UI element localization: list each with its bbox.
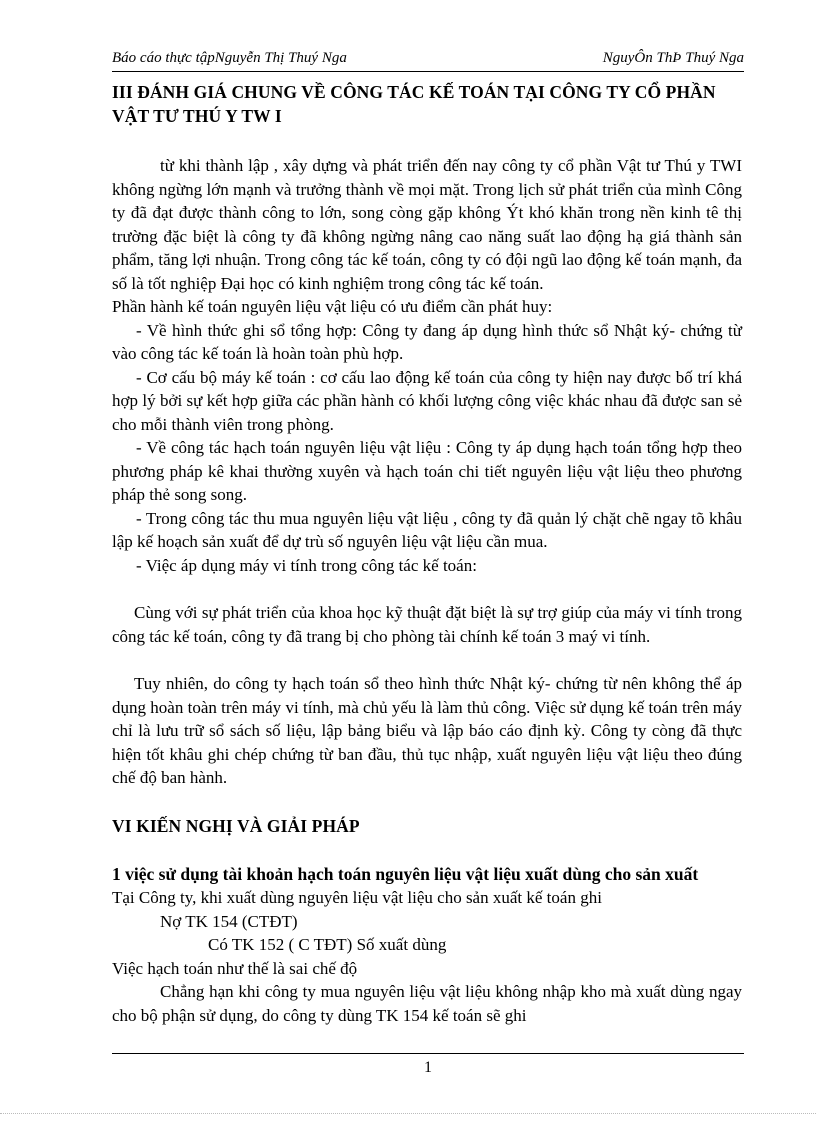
- credit-entry: Có TK 152 ( C TĐT) Số xuất dùng: [208, 935, 447, 954]
- footer-rule: [112, 1053, 744, 1054]
- entry-intro-line: Tại Công ty, khi xuất dùng nguyên liệu vật liệu cho sản xuất kế toán ghi: [112, 888, 602, 907]
- header-left: Báo cáo thực tậpNguyễn Thị Thuý Nga: [112, 50, 347, 66]
- advantages-lead: Phần hành kế toán nguyên liệu vật liệu có ưu điểm cần phát huy:: [112, 297, 553, 316]
- section-6-heading: VI KIẾN NGHỊ VÀ GIẢI PHÁP: [112, 815, 360, 836]
- example-paragraph: Chẳng hạn khi công ty mua nguyên liệu vật liệu không nhập kho mà xuất dùng ngay cho bộ phận sử dụng, do công ty dùng TK 154 kế toán sẽ ghi: [112, 982, 742, 1025]
- bullet-computer: - Việc áp dụng máy vi tính trong công tác kế toán:: [136, 555, 477, 575]
- however-paragraph: Tuy nhiên, do công ty hạch toán sổ theo hình thức Nhật ký- chứng từ nên không thể áp dụng hoàn toàn trên máy vi tính, mà chủ yếu là làm thủ công. Việc sử dụng kế toán trên máy chỉ là lưu trữ sổ sách số liệu, lập bảng biểu và lập báo cáo định kỳ. Công ty còng đã thực hiện tốt khâu ghi chép chứng từ ban đầu, thủ tục nhập, xuất nguyên liệu vật liệu theo đúng chế độ ban hành.: [112, 674, 742, 787]
- section-3-heading: III ĐÁNH GIÁ CHUNG VỀ CÔNG TÁC KẾ TOÁN TẠI CÔNG TY CỔ PHẦN VẬT TƯ THÚ Y TW I: [112, 82, 716, 126]
- intro-paragraph: từ khi thành lập , xây dựng và phát triển đến nay công ty cổ phần Vật tư Thú y TWI không ngừng lớn mạnh và trưởng thành về mọi mặt. Trong lịch sử phát triển của mình Công ty đã đạt được thành công to lớn, song còng gặp không Ýt khó khăn trong nền kinh tê thị trường đặc biệt là công ty đã không ngừng nâng cao năng suất lao động hạ giá thành sản phẩm, tăng lợi nhuận. Trong công tác kế toán, công ty có đội ngũ lao động kế toán mạnh, đa số là tốt nghiệp Đại học có kinh nghiệm trong công tác kế toán.: [112, 156, 742, 293]
- bullet-accounting: - Về công tác hạch toán nguyên liệu vật liệu : Công ty áp dụng hạch toán tổng hợp theo phương pháp kê khai thường xuyên và hạch toán chi tiết nguyên liệu vật liệu theo phương pháp thẻ song song.: [112, 438, 742, 504]
- subsection-1-heading: 1 việc sử dụng tài khoản hạch toán nguyên liệu vật liệu xuất dùng cho sản xuất: [112, 863, 699, 884]
- running-header: [112, 50, 744, 70]
- body-content: [112, 80, 742, 1027]
- header-rule: [112, 71, 744, 72]
- incorrect-note: Việc hạch toán như thế là sai chế độ: [112, 958, 358, 978]
- bullet-purchasing: - Trong công tác thu mua nguyên liệu vật liệu , công ty đã quản lý chặt chẽ ngay tõ khâu lập kế hoạch sản xuất để dự trù số nguyên liệu vật liệu cần mua.: [112, 508, 742, 551]
- page-number: 1: [424, 1059, 432, 1076]
- page-boundary: [0, 1113, 816, 1114]
- computer-paragraph: Cùng với sự phát triển của khoa học kỹ thuật đặt biệt là sự trợ giúp của máy vi tính trong công tác kế toán, công ty đã trang bị cho phòng tài chính kế toán 3 maý vi tính.: [112, 603, 742, 646]
- debit-entry: Nợ TK 154 (CTĐT): [160, 911, 298, 931]
- bullet-structure: - Cơ cấu bộ máy kế toán : cơ cấu lao động kế toán của công ty hiện nay được bố trí khá hợp lý bởi sự kết hợp giữa các phần hành có khối lượng công việc khác nhau đã được san sẻ cho mỗi thành viên trong phòng.: [112, 367, 742, 434]
- header-right: NguyÔn ThÞ Thuý Nga: [602, 50, 744, 66]
- bullet-bookkeeping: - Về hình thức ghi sổ tổng hợp: Công ty đang áp dụng hình thức sổ Nhật ký- chứng từ vào công tác kế toán là hoàn toàn phù hợp.: [112, 320, 742, 363]
